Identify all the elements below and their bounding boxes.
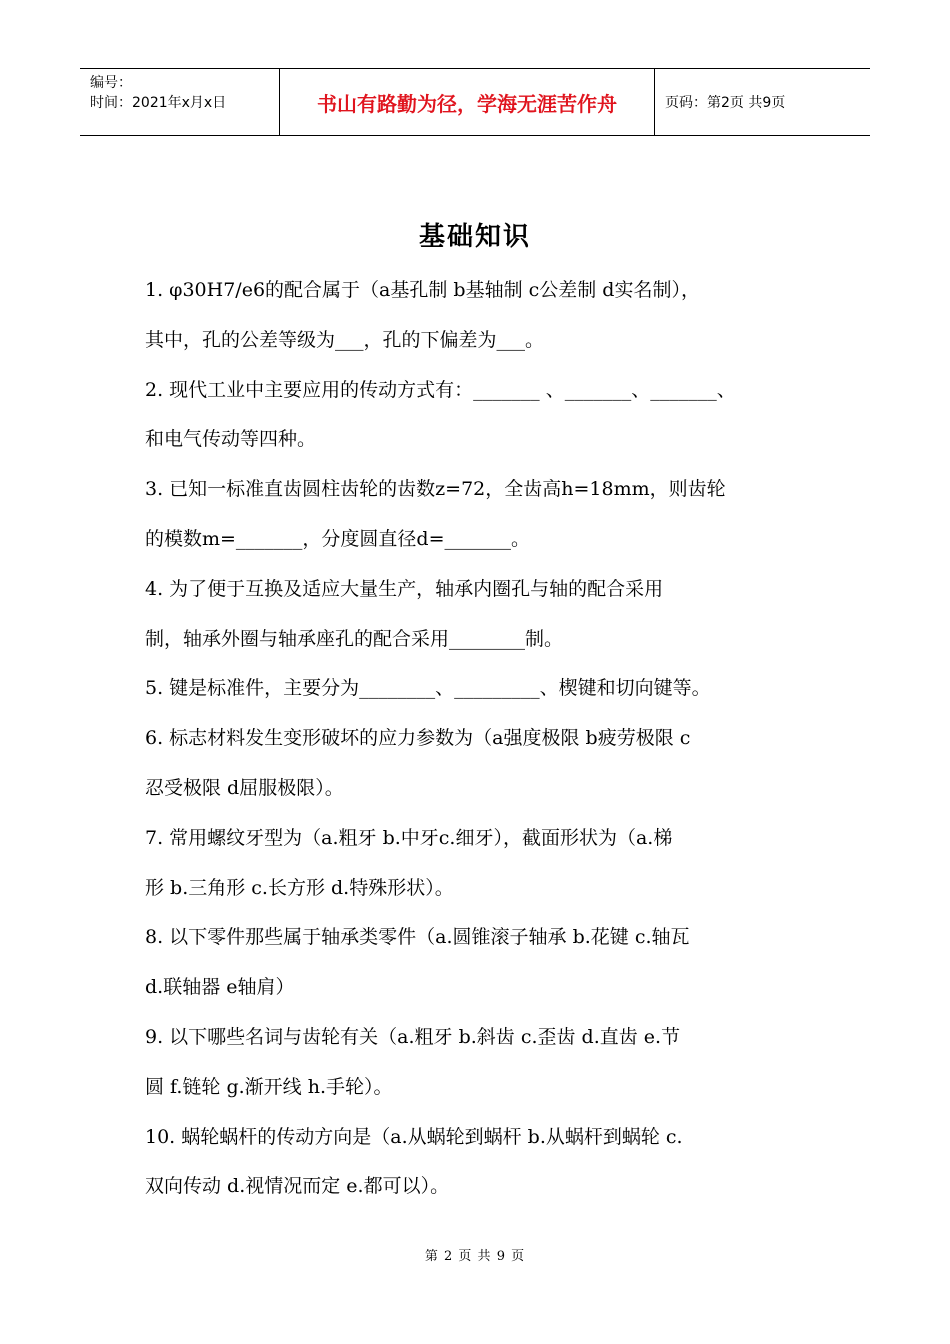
text-line: 7. 常用螺纹牙型为（a.粗牙 b.中牙c.细牙），截面形状为（a.梯: [145, 826, 673, 849]
text-line: 5. 键是标准件，主要分为________、_________、楔键和切向键等。: [145, 677, 711, 700]
page-title: 基础知识: [418, 222, 531, 252]
text-line: 和电气传动等四种。: [145, 428, 317, 451]
text-line: 2. 现代工业中主要应用的传动方式有：_______ 、_______、_______、: [145, 378, 736, 401]
text-line: 10. 蜗轮蜗杆的传动方向是（a.从蜗轮到蜗杆 b.从蜗杆到蜗轮 c.: [145, 1125, 683, 1148]
text-line: 3. 已知一标准直齿圆柱齿轮的齿数z=72，全齿高h=18mm，则齿轮: [145, 478, 726, 501]
header-page-label: 页码：第2页 共9页: [665, 95, 786, 111]
text-line: 圆 f.链轮 g.渐开线 h.手轮）。: [145, 1075, 393, 1098]
text-line: 双向传动 d.视情况而定 e.都可以）。: [145, 1175, 450, 1198]
page-header: [80, 68, 870, 136]
header-motto: 书山有路勤为径，学海无涯苦作舟: [280, 69, 655, 135]
time-label: 时间：2021年x月x日: [90, 95, 227, 111]
text-line: 其中，孔的公差等级为___，孔的下偏差为___。: [145, 328, 545, 351]
text-line: 9. 以下哪些名词与齿轮有关（a.粗牙 b.斜齿 c.歪齿 d.直齿 e.节: [145, 1025, 681, 1048]
text-line: 6. 标志材料发生变形破坏的应力参数为（a强度极限 b疲劳极限 c: [145, 727, 691, 750]
text-line: 8. 以下零件那些属于轴承类零件（a.圆锥滚子轴承 b.花键 c.轴瓦: [145, 926, 690, 949]
text-line: 忍受极限 d屈服极限）。: [145, 776, 344, 799]
text-line: 制，轴承外圈与轴承座孔的配合采用________制。: [145, 627, 564, 650]
text-line: d.联轴器 e轴肩）: [145, 976, 295, 999]
question-list: [145, 266, 815, 1212]
number-label: 编号：: [90, 75, 132, 91]
text-line: 形 b.三角形 c.长方形 d.特殊形状）。: [145, 876, 454, 899]
text-line: 1. φ30H7/e6的配合属于（a基孔制 b基轴制 c公差制 d实名制），: [145, 279, 700, 301]
page-footer: 第 2 页 共 9 页: [424, 1249, 526, 1264]
text-line: 的模数m=_______，分度圆直径d=_______。: [145, 527, 531, 550]
text-line: 4. 为了便于互换及适应大量生产，轴承内圈孔与轴的配合采用: [145, 577, 664, 600]
header-meta: [80, 69, 280, 135]
